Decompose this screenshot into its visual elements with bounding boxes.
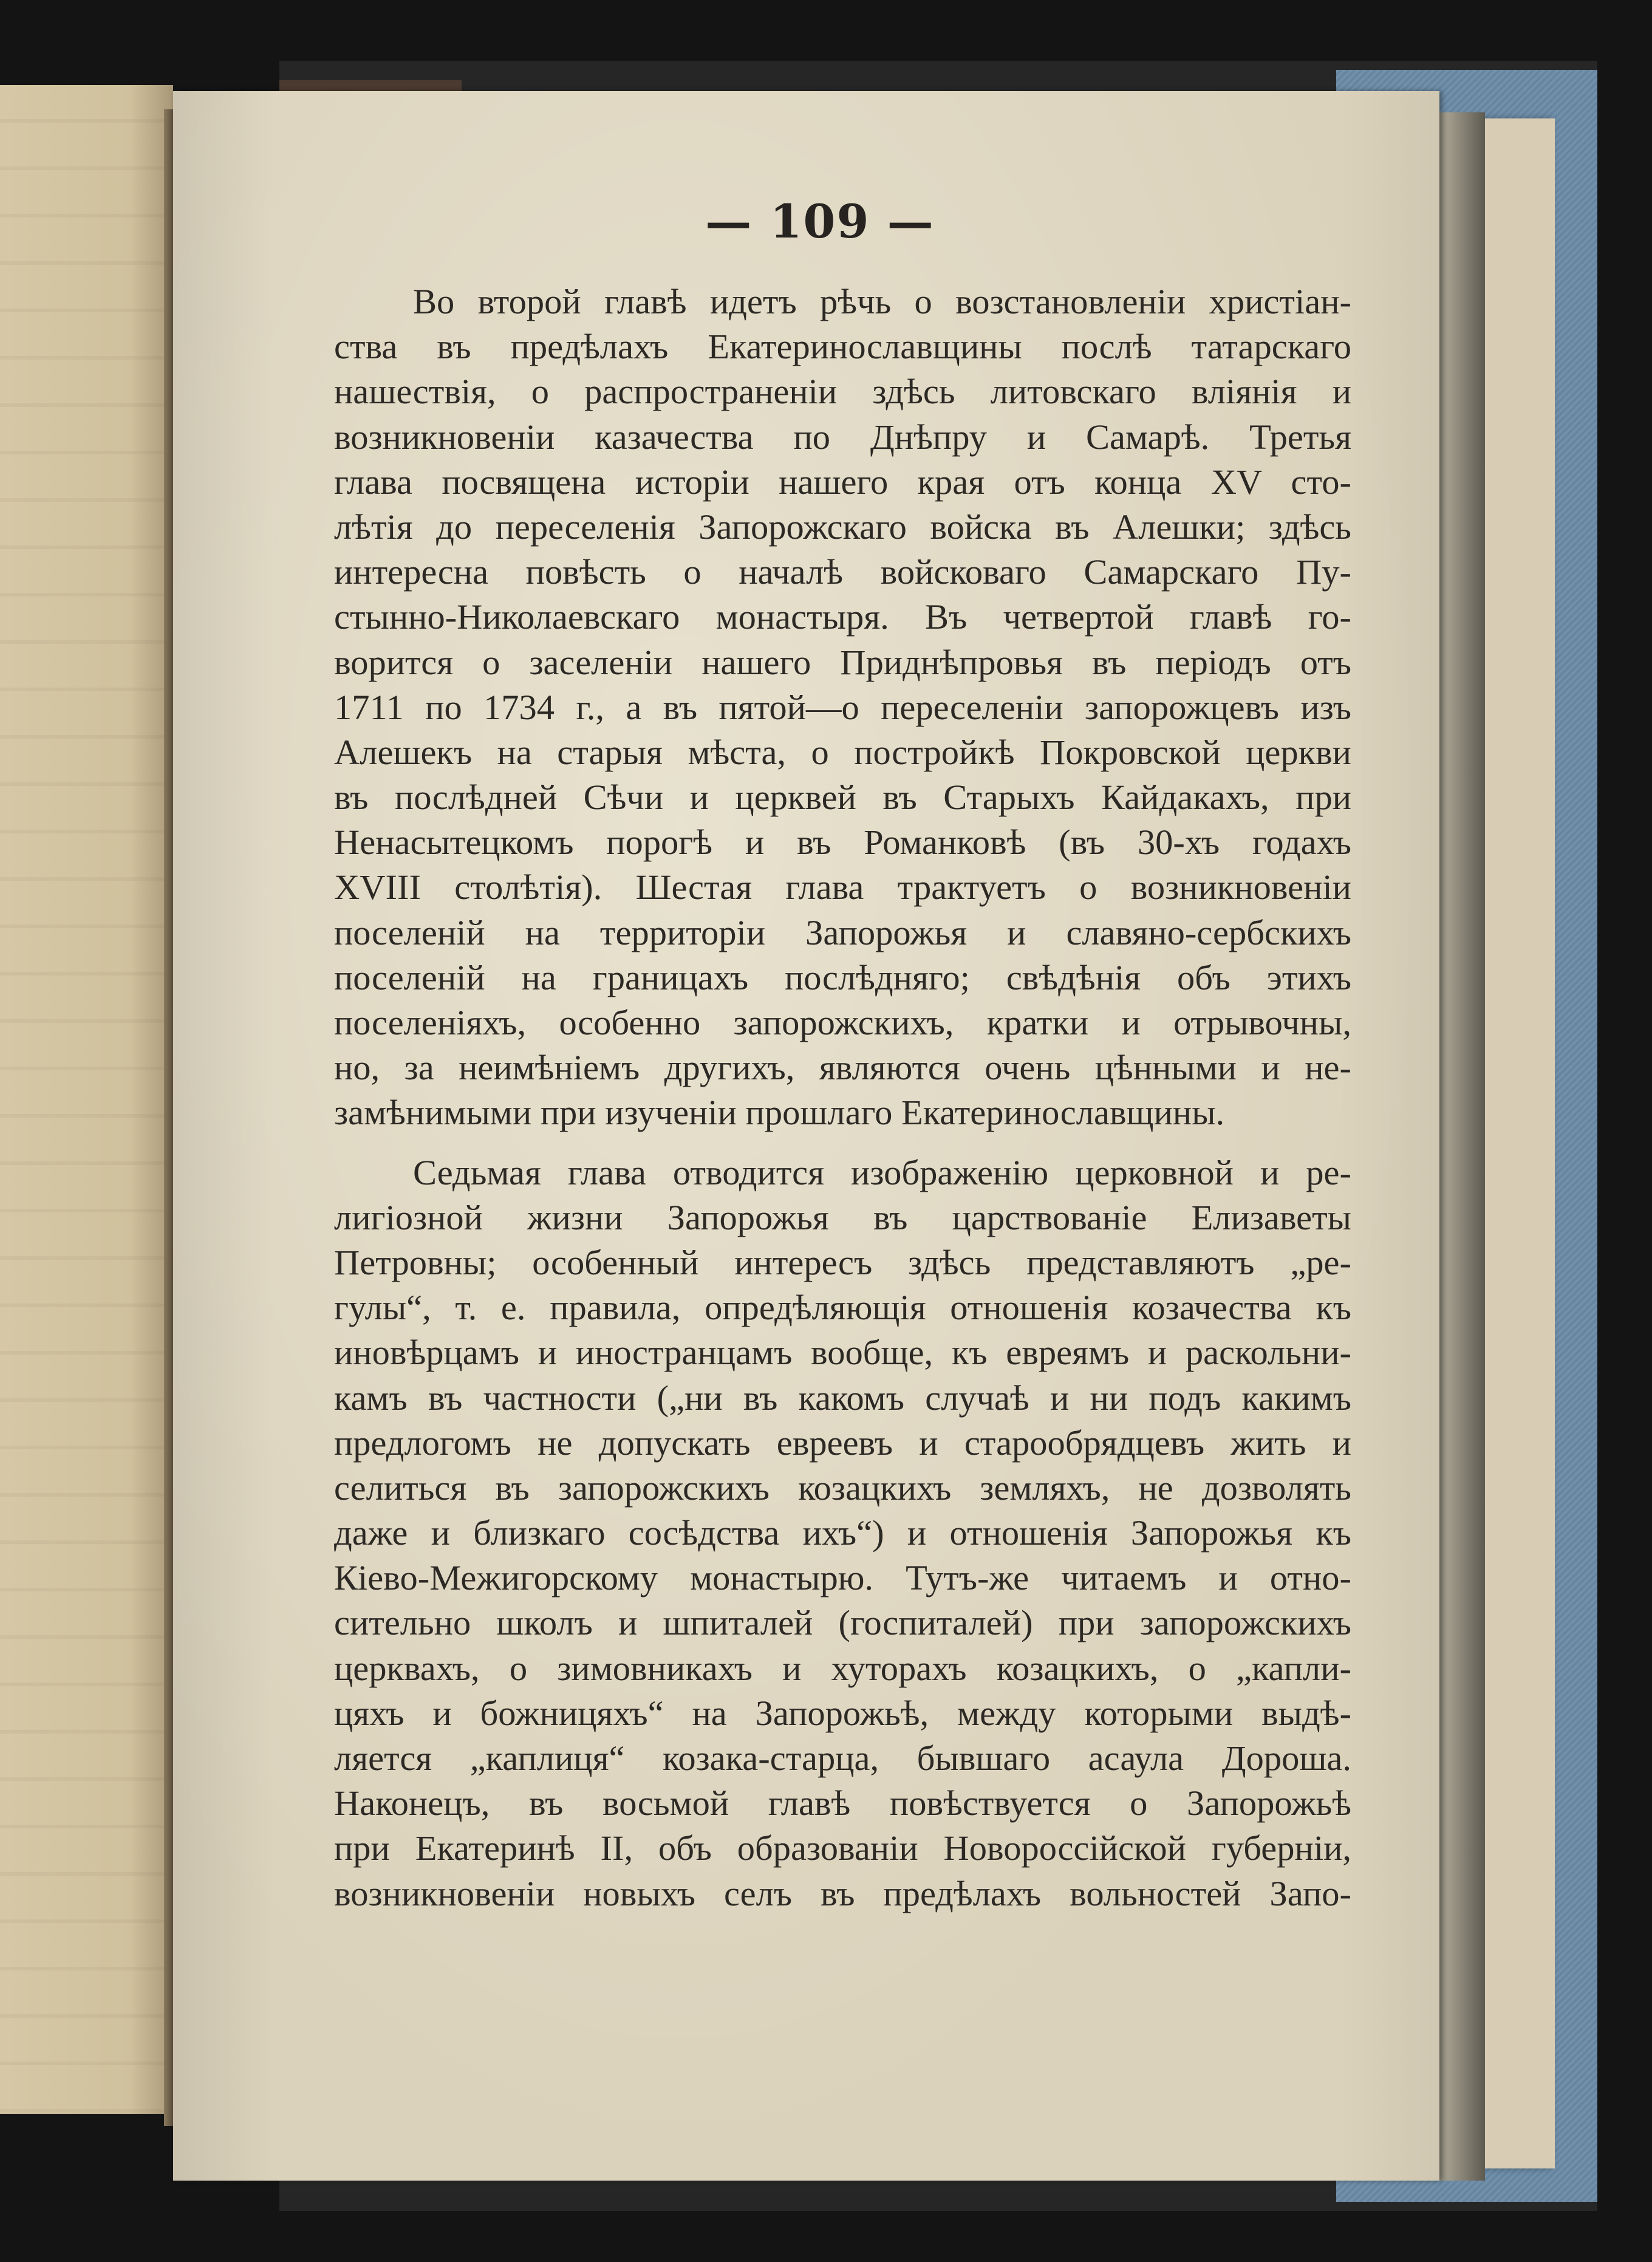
text-line: но, за неимѣніемъ другихъ, являются очень цѣнными и не- bbox=[334, 1048, 1351, 1088]
text-line: стынно-Николаевскаго монастыря. Въ четвертой главѣ го- bbox=[334, 597, 1351, 637]
text-line: ства въ предѣлахъ Екатеринославщины послѣ татарскаго bbox=[334, 327, 1351, 367]
text-line: Во второй главѣ идетъ рѣчь о возстановленіи христіан- bbox=[413, 282, 1351, 321]
text-line: иновѣрцамъ и иностранцамъ вообще, къ евреямъ и раскольни- bbox=[334, 1333, 1351, 1373]
text-line: Ненасытецкомъ порогѣ и въ Романковѣ (въ 30-хъ годахъ bbox=[334, 822, 1351, 863]
text-line: ляется „каплиця“ козака-старца, бывшаго асаула Дороша. bbox=[334, 1738, 1351, 1778]
text-line: даже и близкаго сосѣдства ихъ“) и отношенія Запорожья къ bbox=[334, 1513, 1351, 1553]
text-line: Седьмая глава отводится изображенію церковной и ре- bbox=[413, 1152, 1351, 1192]
text-line: поселеній на границахъ послѣдняго; свѣдѣнія объ этихъ bbox=[334, 957, 1351, 997]
text-line: XVIII столѣтія). Шестая глава трактуетъ о возникновеніи bbox=[334, 867, 1351, 907]
text-line: поселеній на территоріи Запорожья и славяно-сербскихъ bbox=[334, 912, 1351, 952]
left-page-bleed-text bbox=[0, 85, 173, 2114]
text-line: Кіево-Межигорскому монастырю. Тутъ-же читаемъ и отно- bbox=[334, 1558, 1351, 1598]
text-line: цяхъ и божницяхъ“ на Запорожьѣ, между которыми выдѣ- bbox=[334, 1693, 1351, 1733]
text-line: поселеніяхъ, особенно запорожскихъ, кратки и отрывочны, bbox=[334, 1003, 1351, 1042]
text-line: глава посвящена исторіи нашего края отъ конца XV сто- bbox=[334, 462, 1351, 502]
text-line: при Екатеринѣ II, объ образованіи Новороссійской губерніи, bbox=[334, 1828, 1351, 1868]
text-line: нашествія, о распространеніи здѣсь литовскаго вліянія и bbox=[334, 372, 1351, 412]
text-line: Наконецъ, въ восьмой главѣ повѣствуется о Запорожьѣ bbox=[334, 1783, 1351, 1823]
text-line: Петровны; особенный интересъ здѣсь представляютъ „ре- bbox=[334, 1242, 1351, 1282]
text-line: селиться въ запорожскихъ козацкихъ земляхъ, не дозволять bbox=[334, 1468, 1351, 1508]
text-line: лигіозной жизни Запорожья въ царствованіе Елизаветы bbox=[334, 1197, 1351, 1237]
text-line: Алешекъ на старыя мѣста, о постройкѣ Покровской церкви bbox=[334, 732, 1351, 772]
text-line: замѣнимыми при изученіи прошлаго Екатеринославщины. bbox=[334, 1093, 1225, 1133]
text-line: интересна повѣсть о началѣ войсковаго Самарскаго Пу- bbox=[334, 552, 1351, 592]
paragraph-gap bbox=[334, 1136, 1351, 1150]
text-line: сительно школъ и шпиталей (госпиталей) при запорожскихъ bbox=[334, 1603, 1351, 1643]
text-line: въ послѣдней Сѣчи и церквей въ Старыхъ Кайдакахъ, при bbox=[334, 777, 1351, 818]
text-line: церквахъ, о зимовникахъ и хуторахъ козацкихъ, о „капли- bbox=[334, 1648, 1351, 1688]
paragraph bbox=[334, 279, 1351, 1136]
text-line: 1711 по 1734 г., а въ пятой—о переселеніи запорожцевъ изъ bbox=[334, 687, 1351, 727]
paragraph bbox=[334, 1150, 1351, 1916]
text-line: возникновеніи новыхъ селъ въ предѣлахъ вольностей Запо- bbox=[334, 1873, 1351, 1913]
text-line: гулы“, т. е. правила, опредѣляющія отношенія козачества къ bbox=[334, 1288, 1351, 1328]
left-page bbox=[0, 85, 173, 2114]
page-number: — 109 — bbox=[705, 194, 935, 248]
body-text bbox=[334, 279, 1351, 1916]
text-line: ворится о заселеніи нашего Приднѣпровья въ періодъ отъ bbox=[334, 642, 1351, 682]
text-line: возникновеніи казачества по Днѣпру и Самарѣ. Третья bbox=[334, 417, 1351, 457]
text-line: лѣтія до переселенія Запорожскаго войска въ Алешки; здѣсь bbox=[334, 507, 1351, 547]
text-line: камъ въ частности („ни въ какомъ случаѣ и ни подъ какимъ bbox=[334, 1378, 1351, 1418]
text-line: предлогомъ не допускать евреевъ и старообрядцевъ жить и bbox=[334, 1423, 1351, 1463]
